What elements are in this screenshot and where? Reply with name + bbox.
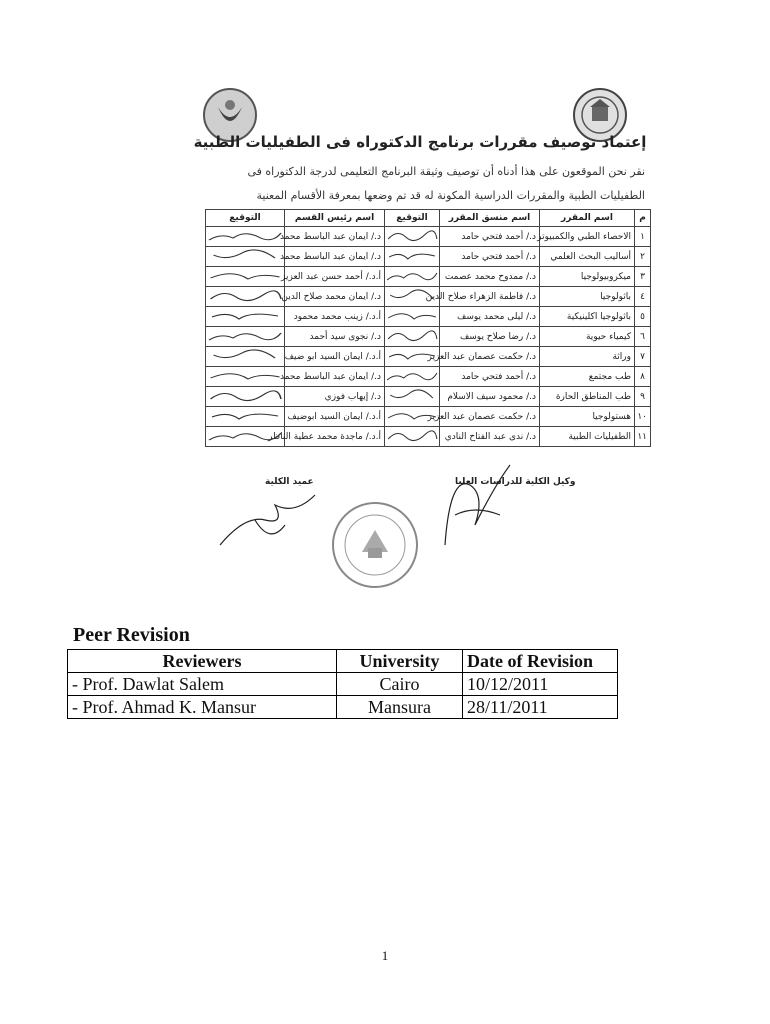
coordinator-signature-icon (385, 367, 440, 387)
department-head-name: د./ إيهاب فوزي (285, 387, 385, 407)
head-signature-icon (206, 407, 285, 427)
row-number: ١٠ (635, 407, 651, 427)
coordinator-name: د./ أحمد فتحي حامد (440, 247, 540, 267)
table-row (206, 367, 651, 387)
coordinator-name: د./ ليلى محمد يوسف (440, 307, 540, 327)
coordinator-signature-icon (385, 287, 440, 307)
row-number: ٦ (635, 327, 651, 347)
coordinator-name: د./ أحمد فتحي حامد (440, 367, 540, 387)
vice-dean-signature-icon (425, 455, 515, 555)
peer-revision-table (67, 649, 618, 719)
department-head-name: أ.د./ ايمان السيد ابو ضيف (285, 347, 385, 367)
row-number: ٧ (635, 347, 651, 367)
approval-intro-line-2: الطفيليات الطبية والمقررات الدراسية المكونة له قد تم وضعها بمعرفة الأقسام المعنية (256, 189, 645, 202)
coordinator-signature-icon (385, 387, 440, 407)
head-signature-icon (206, 287, 285, 307)
head-signature-icon (206, 327, 285, 347)
head-signature-icon (206, 267, 285, 287)
page-number: 1 (381, 948, 389, 963)
department-head-name: أ.د./ زينب محمد محمود (285, 307, 385, 327)
course-name: طب مجتمع (540, 367, 635, 387)
reviewer-name: - Prof. Dawlat Salem (68, 673, 337, 696)
table-row (206, 387, 651, 407)
coordinator-signature-icon (385, 407, 440, 427)
header-course: اسم المقرر (540, 210, 635, 227)
coordinator-name: د./ حكمت عصمان عبد العزيز (440, 407, 540, 427)
header-head: اسم رئيس القسم (285, 210, 385, 227)
department-head-name: د./ ايمان عبد الباسط محمد (285, 247, 385, 267)
table-row (206, 247, 651, 267)
table-row (206, 227, 651, 247)
course-name: الاحصاء الطبي والكمبيوتر (540, 227, 635, 247)
coordinator-signature-icon (385, 307, 440, 327)
header-head-signature: التوقيع (206, 210, 285, 227)
table-header-row (206, 210, 651, 227)
table-row (68, 696, 618, 719)
table-row (206, 307, 651, 327)
reviewers-header: Reviewers (68, 650, 337, 673)
reviewer-name: - Prof. Ahmad K. Mansur (68, 696, 337, 719)
row-number: ٨ (635, 367, 651, 387)
coordinator-name: د./ حكمت عصمان عبد العزيز (440, 347, 540, 367)
dean-label: عميد الكلية (265, 477, 314, 487)
course-name: باثولوجيا اكلينيكية (540, 307, 635, 327)
head-signature-icon (206, 387, 285, 407)
course-name: باثولوجيا (540, 287, 635, 307)
head-signature-icon (206, 427, 285, 447)
revision-date: 28/11/2011 (463, 696, 618, 719)
course-name: كيمياء حيوية (540, 327, 635, 347)
table-row (68, 673, 618, 696)
coordinator-signature-icon (385, 347, 440, 367)
course-name: أساليب البحث العلمي (540, 247, 635, 267)
course-name: وراثة (540, 347, 635, 367)
coordinator-signature-icon (385, 427, 440, 447)
course-name: هستولوجيا (540, 407, 635, 427)
coordinator-signature-icon (385, 247, 440, 267)
department-head-name: د./ ايمان محمد صلاح الدين (285, 287, 385, 307)
row-number: ١١ (635, 427, 651, 447)
scanned-approval-document (185, 85, 655, 605)
approval-intro-line-1: نقر نحن الموقعون على هذا أدناه أن توصيف وثيقة البرنامج التعليمى لدرجة الدكتوراه فى (247, 165, 645, 178)
course-name: طب المناطق الحارة (540, 387, 635, 407)
coordinator-name: د./ فاطمة الزهراء صلاح الدين (440, 287, 540, 307)
university-header: University (337, 650, 463, 673)
coordinator-name: د./ أحمد فتحي حامد (440, 227, 540, 247)
table-row (206, 327, 651, 347)
dean-signature-icon (215, 485, 325, 555)
department-head-name: أ.د./ ايمان السيد ابوضيف (285, 407, 385, 427)
header-signature: التوقيع (385, 210, 440, 227)
department-head-name: د./ نجوى سيد أحمد (285, 327, 385, 347)
row-number: ١ (635, 227, 651, 247)
department-head-name: أ.د./ أحمد حسن عبد العزيز (285, 267, 385, 287)
head-signature-icon (206, 347, 285, 367)
table-row (206, 407, 651, 427)
courses-approval-table (205, 209, 651, 447)
head-signature-icon (206, 227, 285, 247)
official-seal-icon (330, 500, 420, 590)
peer-revision-title: Peer Revision (73, 624, 190, 646)
header-coordinator: اسم منسق المقرر (440, 210, 540, 227)
coordinator-name: د./ محمود سيف الاسلام (440, 387, 540, 407)
coordinator-name: د./ ندى عبد الفتاح النادي (440, 427, 540, 447)
row-number: ٢ (635, 247, 651, 267)
table-row (206, 427, 651, 447)
head-signature-icon (206, 367, 285, 387)
coordinator-name: د./ رضا صلاح يوسف (440, 327, 540, 347)
coordinator-signature-icon (385, 227, 440, 247)
department-head-name: أ.د./ ماجدة محمد عطية الناظر (285, 427, 385, 447)
header-num: م (635, 210, 651, 227)
reviewer-university: Mansura (337, 696, 463, 719)
table-row (206, 347, 651, 367)
head-signature-icon (206, 307, 285, 327)
course-name: ميكروبيولوجيا (540, 267, 635, 287)
vice-dean-label: وكيل الكلية للدراسات العليا (455, 477, 576, 487)
revision-date: 10/12/2011 (463, 673, 618, 696)
row-number: ٥ (635, 307, 651, 327)
peer-header-row (68, 650, 618, 673)
approval-title: إعتماد توصيف مقررات برنامج الدكتوراه فى الطفيليات الطبية (193, 133, 647, 151)
coordinator-name: د./ ممدوح محمد عصمت (440, 267, 540, 287)
row-number: ٤ (635, 287, 651, 307)
table-row (206, 287, 651, 307)
row-number: ٩ (635, 387, 651, 407)
table-row (206, 267, 651, 287)
department-head-name: د./ ايمان عبد الباسط محمد (285, 367, 385, 387)
department-head-name: د./ ايمان عبد الباسط محمد (285, 227, 385, 247)
date-header: Date of Revision (463, 650, 618, 673)
course-name: الطفيليات الطبية (540, 427, 635, 447)
reviewer-university: Cairo (337, 673, 463, 696)
head-signature-icon (206, 247, 285, 267)
row-number: ٣ (635, 267, 651, 287)
coordinator-signature-icon (385, 327, 440, 347)
coordinator-signature-icon (385, 267, 440, 287)
